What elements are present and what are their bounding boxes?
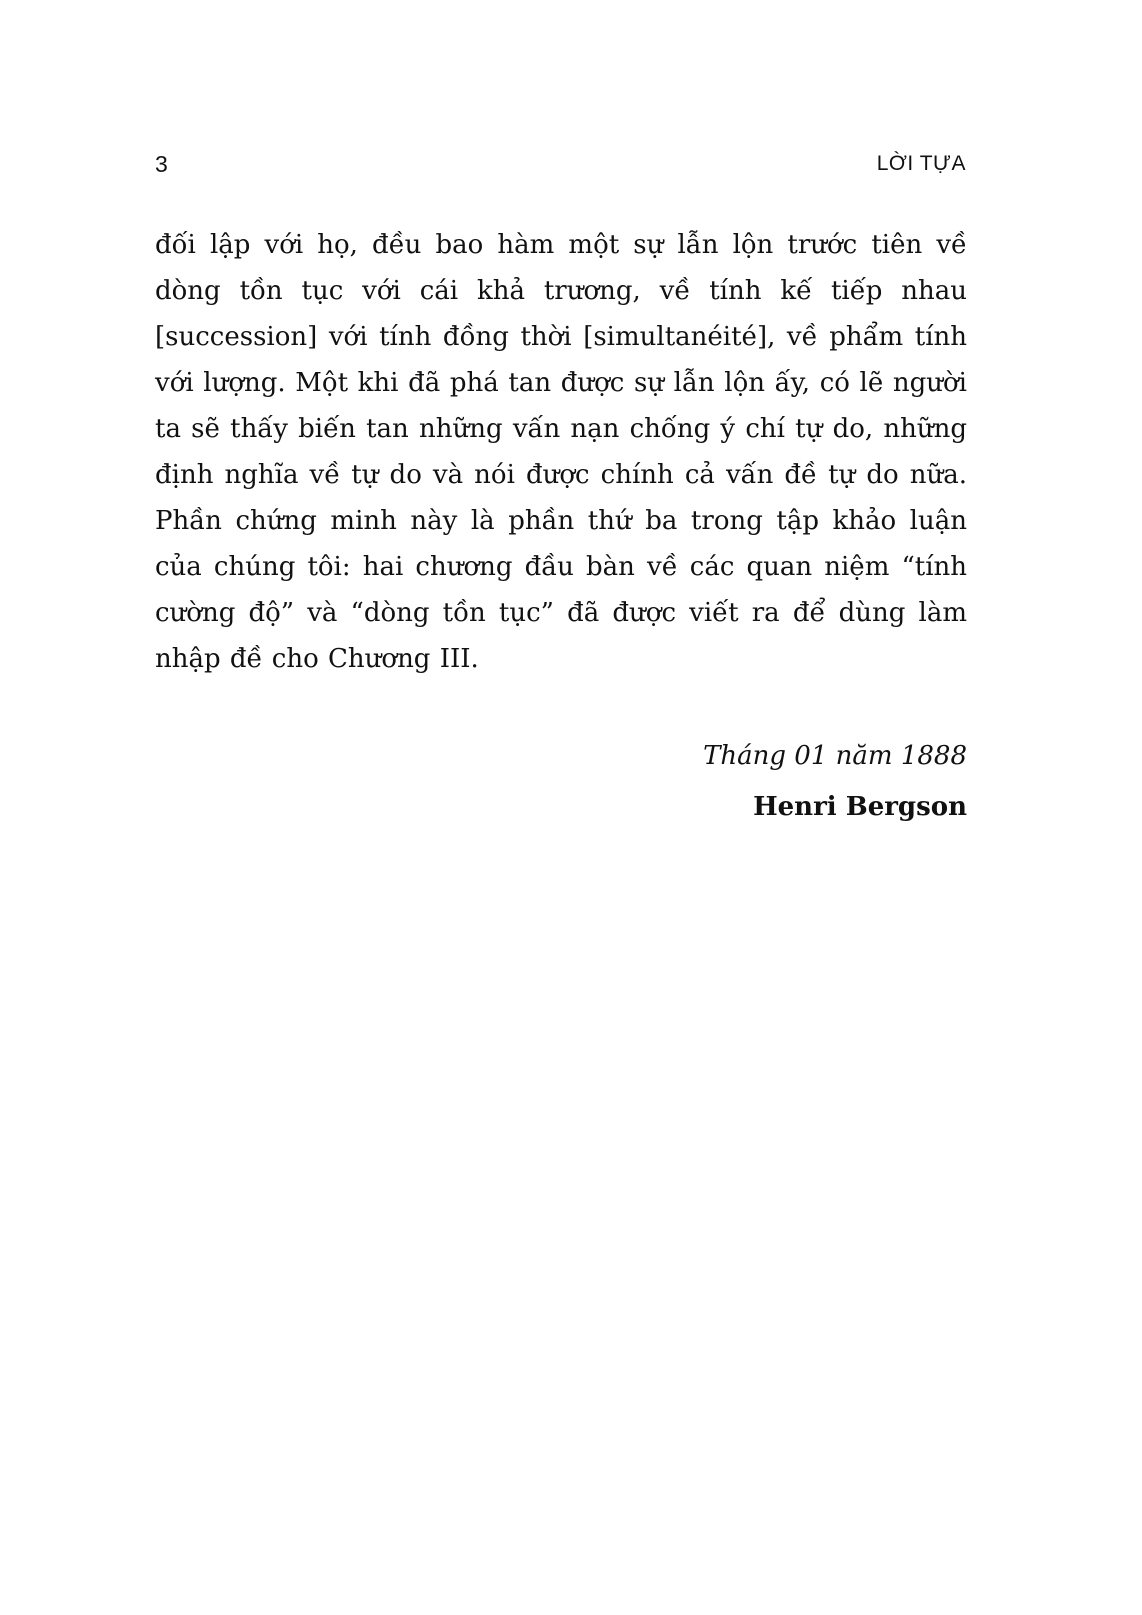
- signature-author: Henri Bergson: [753, 792, 967, 822]
- body-paragraph: đối lập với họ, đều bao hàm một sự lẫn lộn trước tiên về dòng tồn tục với cái khả trương, về tính kế tiếp nhau [succession] với tính đồng thời [simultanéité], về phẩm tính với lượng. Một khi đã phá tan được sự lẫn lộn ấy, có lẽ người ta sẽ thấy biến tan những vấn nạn chống ý chí tự do, những định nghĩa về tự do và nói được chính cả vấn đề tự do nữa. Phần chứng minh này là phần thứ ba trong tập khảo luận của chúng tôi: hai chương đầu bàn về các quan niệm “tính cường độ” và “dòng tồn tục” đã được viết ra để dùng làm nhập đề cho Chương III.: [155, 230, 967, 674]
- running-head-title: LỜI TỰA: [876, 152, 966, 175]
- signature-date: Tháng 01 năm 1888: [703, 741, 967, 771]
- page-number: 3: [155, 151, 168, 177]
